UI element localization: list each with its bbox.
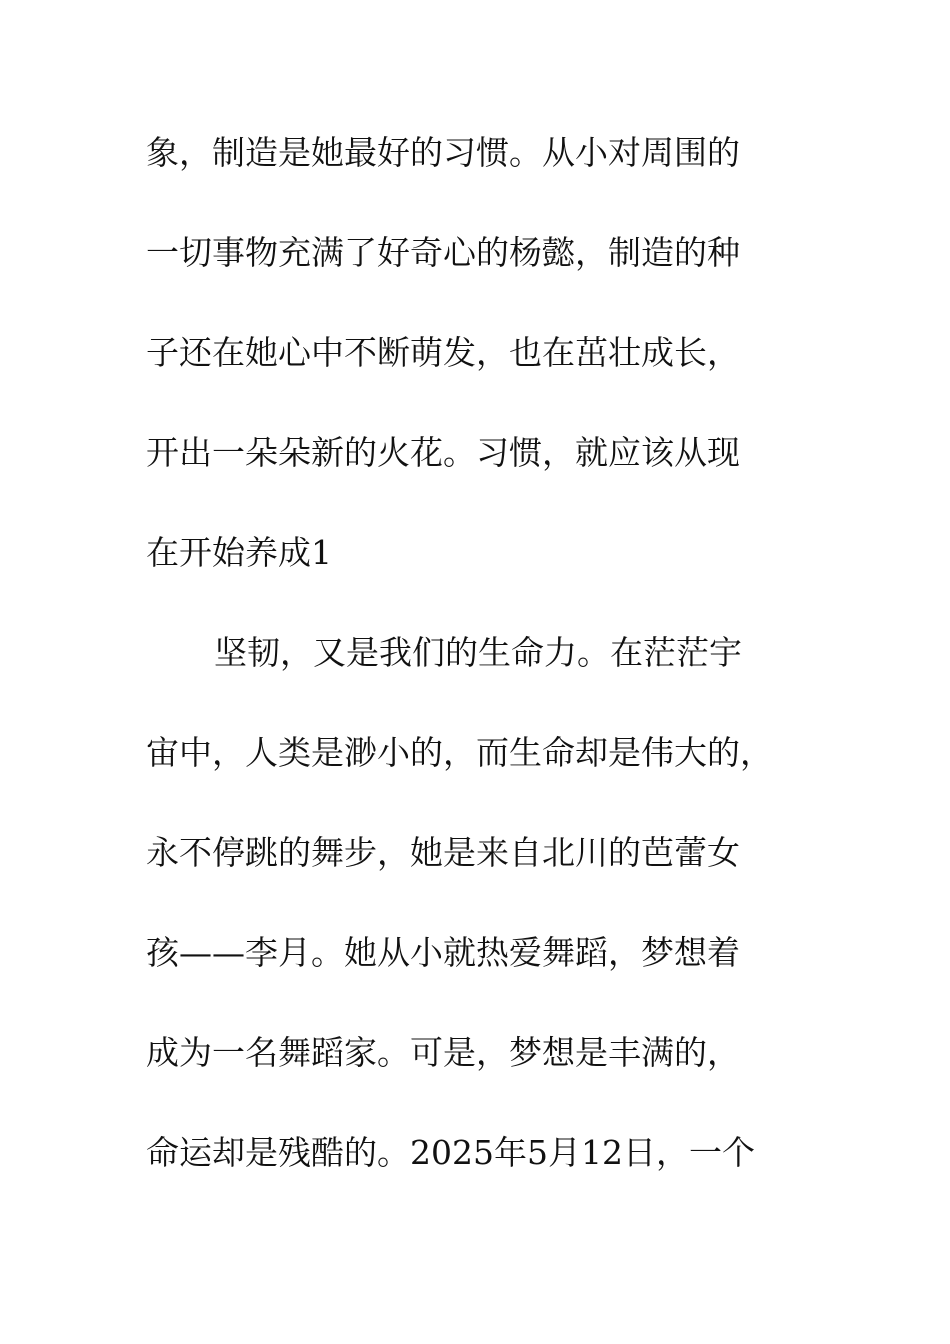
text-line: 开出一朵朵新的火花。习惯，就应该从现 xyxy=(146,433,740,472)
text-line: 成为一名舞蹈家。可是，梦想是丰满的， xyxy=(146,1033,740,1072)
text-line: 在开始养成1 xyxy=(146,533,332,572)
text-line: 永不停跳的舞步，她是来自北川的芭蕾女 xyxy=(146,833,740,872)
text-line: 宙中，人类是渺小的，而生命却是伟大的， xyxy=(146,733,773,772)
text-line: 象，制造是她最好的习惯。从小对周围的 xyxy=(146,133,740,172)
text-line: 命运却是残酷的。2025年5月12日，一个 xyxy=(146,1133,755,1172)
paragraph-start-line: 坚韧，又是我们的生命力。在茫茫宇 xyxy=(214,633,742,672)
text-line: 孩——李月。她从小就热爱舞蹈，梦想着 xyxy=(146,933,740,972)
text-line: 一切事物充满了好奇心的杨懿，制造的种 xyxy=(146,233,740,272)
text-line: 子还在她心中不断萌发，也在茁壮成长， xyxy=(146,333,740,372)
